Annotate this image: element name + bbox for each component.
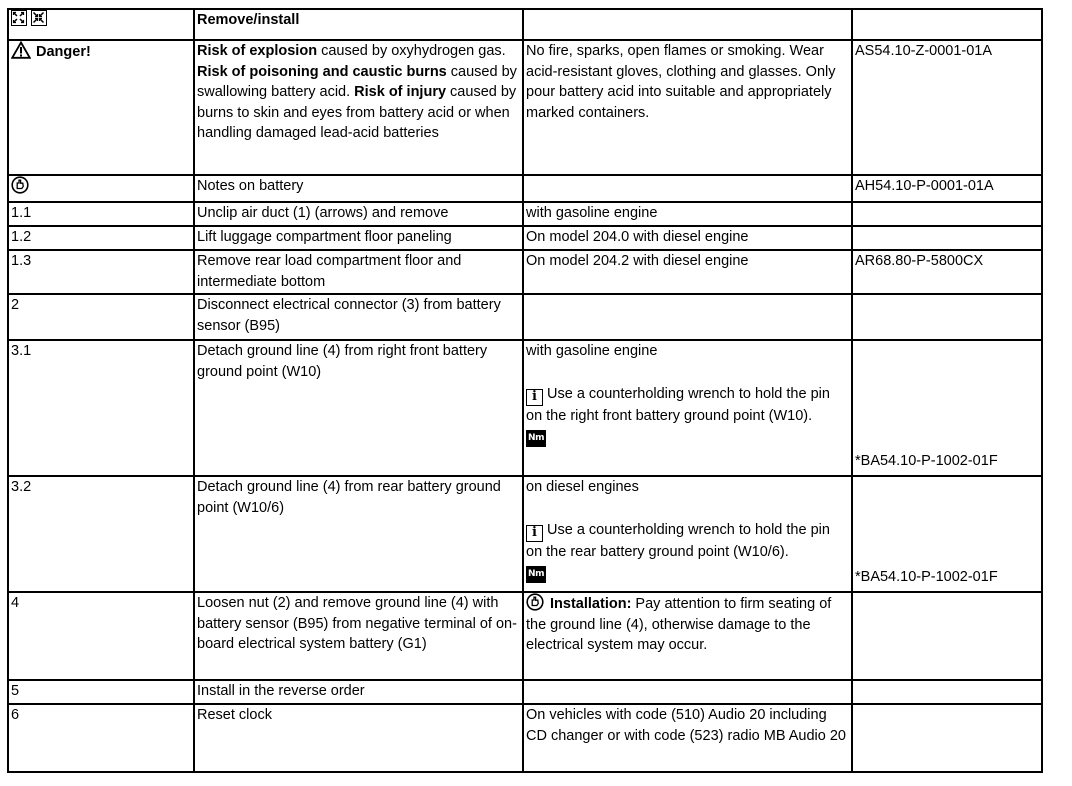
step-row [8, 704, 1042, 772]
step-row [8, 592, 1042, 680]
step-action: Detach ground line (4) from right front battery ground point (W10) [197, 343, 488, 380]
step-row [8, 680, 1042, 704]
danger-label: Danger! [36, 44, 91, 60]
notes-ref-link[interactable]: AH54.10-P-0001-01A [855, 178, 994, 194]
header-empty-cell [523, 9, 852, 40]
step-row [8, 250, 1042, 294]
risk-injury-text: caused by burns to skin and eyes from battery acid or when handling damaged lead-acid batteries [197, 84, 517, 141]
step-row [8, 226, 1042, 250]
warning-triangle-icon [11, 41, 31, 59]
step-number: 3.2 [11, 479, 32, 495]
info-icon: i [526, 389, 543, 406]
step-number: 6 [11, 707, 20, 723]
step-action: Loosen nut (2) and remove ground line (4) with battery sensor (B95) from negative terminal of on-board electrical system battery (G1) [197, 595, 517, 652]
step-note: with gasoline engine [526, 205, 658, 221]
safety-measures: No fire, sparks, open flames or smoking. Wear acid-resistant gloves, clothing and glasses. Only pour battery acid into suitable and appropriately marked containers. [526, 43, 836, 121]
step-action: Disconnect electrical connector (3) from battery sensor (B95) [197, 297, 501, 334]
step-number: 4 [11, 595, 20, 611]
header-icons-cell [8, 9, 194, 40]
risk-poisoning: Risk of poisoning and caustic burns [197, 63, 447, 80]
step-number: 1.1 [11, 205, 32, 221]
danger-ref-link[interactable]: AS54.10-Z-0001-01A [855, 43, 993, 59]
procedure-table [7, 8, 1043, 773]
danger-risks-cell [194, 40, 523, 175]
info-text: Use a counterholding wrench to hold the pin on the right front battery ground point (W10). [526, 385, 830, 424]
step-ref-link[interactable]: *BA54.10-P-1002-01F [855, 568, 998, 585]
info-text: Use a counterholding wrench to hold the pin on the rear battery ground point (W10/6). [526, 521, 830, 560]
step-row [8, 340, 1042, 476]
step-row [8, 294, 1042, 340]
danger-measures-cell [523, 40, 852, 175]
header-empty-cell-2 [852, 9, 1042, 40]
remove-install-icon-2 [31, 10, 47, 26]
step-row [8, 476, 1042, 592]
risk-explosion: Risk of explosion [197, 43, 318, 59]
step-note: with gasoline engine [526, 343, 658, 359]
step-action: Remove rear load compartment floor and intermediate bottom [197, 253, 462, 290]
header-row [8, 9, 1042, 40]
step-note: On vehicles with code (510) Audio 20 including CD changer or with code (523) radio MB Audio 20 [526, 707, 846, 744]
step-note: on diesel engines [526, 479, 639, 495]
step-action: Install in the reverse order [197, 683, 365, 699]
notes-ref-cell [852, 175, 1042, 202]
step-number: 1.3 [11, 253, 32, 269]
notes-empty-cell [523, 175, 852, 202]
step-row [8, 202, 1042, 226]
notes-row [8, 175, 1042, 202]
info-icon: i [526, 525, 543, 542]
notes-text: Notes on battery [197, 178, 304, 194]
risk-explosion-text: caused by oxyhydrogen gas. [317, 43, 506, 59]
note-hand-icon [11, 176, 29, 194]
torque-nm-icon[interactable]: Nm [526, 430, 546, 447]
step-action: Unclip air duct (1) (arrows) and remove [197, 205, 449, 221]
header-title-cell [194, 9, 523, 40]
page-title: Remove/install [197, 12, 300, 28]
danger-ref-cell [852, 40, 1042, 175]
step-number: 1.2 [11, 229, 32, 245]
info-note [526, 520, 849, 563]
step-ref-link[interactable]: *BA54.10-P-1002-01F [855, 452, 998, 469]
info-note [526, 384, 849, 427]
danger-row [8, 40, 1042, 175]
step-action: Reset clock [197, 707, 272, 723]
note-hand-icon [526, 593, 544, 611]
risk-poisoning-text: caused by swallowing battery acid. [197, 63, 517, 100]
notes-icon-cell [8, 175, 194, 202]
danger-label-cell [8, 40, 194, 175]
step-number: 5 [11, 683, 20, 699]
step-action: Lift luggage compartment floor paneling [197, 229, 452, 245]
step-action: Detach ground line (4) from rear battery ground point (W10/6) [197, 479, 501, 516]
step-note: On model 204.0 with diesel engine [526, 229, 749, 245]
notes-text-cell [194, 175, 523, 202]
step-number: 3.1 [11, 343, 32, 359]
step-number: 2 [11, 297, 20, 313]
installation-label: Installation: [550, 596, 632, 612]
step-ref-link[interactable]: AR68.80-P-5800CX [855, 253, 984, 269]
installation-text: Pay attention to firm seating of the ground line (4), otherwise damage to the electrical system may occur. [526, 596, 832, 653]
step-note: On model 204.2 with diesel engine [526, 253, 749, 269]
torque-nm-icon[interactable]: Nm [526, 566, 546, 583]
risk-injury: Risk of injury [354, 84, 447, 100]
remove-install-icon [11, 10, 27, 26]
